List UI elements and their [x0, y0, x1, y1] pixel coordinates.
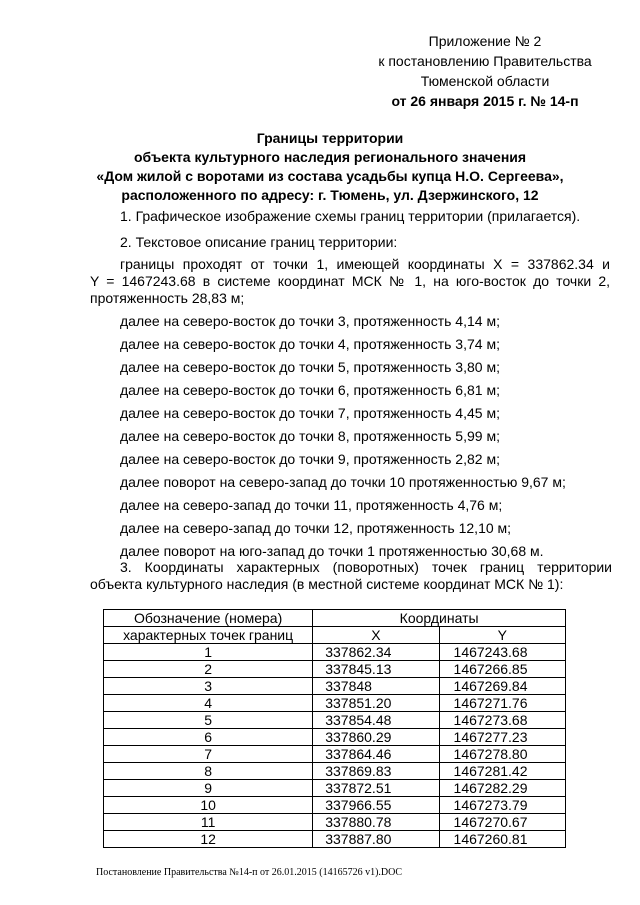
boundary-step: далее на северо-восток до точки 5, протяженность 3,80 м;	[120, 359, 500, 375]
title-line-3: «Дом жилой с воротами из состава усадьбы купца Н.О. Сергеева»,	[96, 168, 564, 184]
point-number: 4	[104, 695, 313, 712]
coord-x: 337862.34	[313, 644, 439, 661]
boundary-step: далее на северо-запад до точки 12, протяженность 12,10 м;	[120, 520, 512, 536]
table-row	[104, 797, 566, 814]
appendix-decree-ref: к постановлению Правительства	[378, 53, 592, 69]
table-row	[104, 695, 566, 712]
coord-x: 337848	[313, 678, 439, 695]
point-number: 3	[104, 678, 313, 695]
point-number: 2	[104, 661, 313, 678]
coord-y: 1467271.76	[439, 695, 565, 712]
coord-y: 1467269.84	[439, 678, 565, 695]
coordinates-table	[103, 609, 566, 848]
coord-y: 1467260.81	[439, 831, 565, 848]
table-row	[104, 831, 566, 848]
coord-x: 337880.78	[313, 814, 439, 831]
coord-x: 337869.83	[313, 763, 439, 780]
table-row	[104, 780, 566, 797]
table-subheader-row	[104, 627, 566, 644]
point-number: 10	[104, 797, 313, 814]
table-header-row	[104, 610, 566, 627]
coord-y: 1467277.23	[439, 729, 565, 746]
coord-y: 1467273.79	[439, 797, 565, 814]
coord-y: 1467273.68	[439, 712, 565, 729]
boundary-step: далее на северо-запад до точки 11, протяженность 4,76 м;	[120, 497, 503, 513]
header-coordinates: Координаты	[313, 610, 566, 627]
point-number: 8	[104, 763, 313, 780]
description-line-3: протяженность 28,83 м;	[90, 290, 245, 306]
coord-x: 337864.46	[313, 746, 439, 763]
coord-y: 1467282.29	[439, 780, 565, 797]
boundary-step: далее на северо-восток до точки 7, протяженность 4,45 м;	[120, 405, 500, 421]
point-number: 11	[104, 814, 313, 831]
table-row	[104, 712, 566, 729]
table-row	[104, 814, 566, 831]
point-number: 5	[104, 712, 313, 729]
coord-y: 1467270.67	[439, 814, 565, 831]
point-number: 1	[104, 644, 313, 661]
document-title	[80, 129, 580, 205]
point-number: 6	[104, 729, 313, 746]
appendix-date: от 26 января 2015 г. № 14-п	[391, 93, 579, 109]
coord-y: 1467266.85	[439, 661, 565, 678]
coord-x: 337851.20	[313, 695, 439, 712]
point-number: 7	[104, 746, 313, 763]
coord-x: 337872.51	[313, 780, 439, 797]
title-line-1: Границы территории	[256, 130, 404, 146]
section-3-line-2: объекта культурного наследия (в местной системе координат МСК № 1):	[90, 576, 564, 592]
boundary-step: далее поворот на юго-запад до точки 1 протяженностью 30,68 м.	[120, 543, 544, 559]
title-line-2: объекта культурного наследия регионального значения	[133, 149, 527, 165]
appendix-header	[360, 31, 610, 111]
table-row	[104, 763, 566, 780]
boundary-step: далее на северо-восток до точки 8, протяженность 5,99 м;	[120, 428, 500, 444]
appendix-number: Приложение № 2	[428, 33, 542, 49]
boundary-step: далее на северо-восток до точки 9, протяженность 2,82 м;	[120, 451, 500, 467]
coord-x: 337887.80	[313, 831, 439, 848]
section-3-line-1: 3. Координаты характерных (поворотных) точек границ территории	[120, 559, 612, 575]
coord-y: 1467278.80	[439, 746, 565, 763]
coord-x: 337860.29	[313, 729, 439, 746]
point-number: 9	[104, 780, 313, 797]
section-2: 2. Текстовое описание границ территории:	[120, 234, 398, 250]
title-line-4: расположенного по адресу: г. Тюмень, ул. Дзержинского, 12	[121, 187, 539, 203]
boundary-description	[90, 256, 610, 307]
point-number: 12	[104, 831, 313, 848]
table-row	[104, 644, 566, 661]
description-line-2: Y = 1467243.68 в системе координат МСК № 1, на юго-восток до точки 2,	[90, 273, 610, 289]
header-designation: Обозначение (номера)	[104, 610, 313, 627]
coord-y: 1467243.68	[439, 644, 565, 661]
header-x: X	[313, 627, 439, 644]
coord-x: 337966.55	[313, 797, 439, 814]
boundary-steps	[120, 310, 566, 563]
appendix-region: Тюменской области	[420, 73, 550, 89]
boundary-step: далее на северо-восток до точки 6, протяженность 6,81 м;	[120, 382, 500, 398]
coord-x: 337845.13	[313, 661, 439, 678]
coord-x: 337854.48	[313, 712, 439, 729]
description-line-1: границы проходят от точки 1, имеющей координаты X = 337862.34 и	[120, 256, 610, 272]
coord-y: 1467281.42	[439, 763, 565, 780]
table-row	[104, 729, 566, 746]
boundary-step: далее на северо-восток до точки 3, протяженность 4,14 м;	[120, 313, 500, 329]
document-footer: Постановление Правительства №14-п от 26.01.2015 (14165726 v1).DOC	[96, 867, 403, 878]
header-y: Y	[439, 627, 565, 644]
table-row	[104, 678, 566, 695]
section-1: 1. Графическое изображение схемы границ территории (прилагается).	[120, 208, 581, 224]
boundary-step: далее поворот на северо-запад до точки 10 протяженностью 9,67 м;	[120, 474, 566, 490]
table-row	[104, 661, 566, 678]
boundary-step: далее на северо-восток до точки 4, протяженность 3,74 м;	[120, 336, 500, 352]
section-3	[90, 559, 612, 593]
table-row	[104, 746, 566, 763]
header-designation-cont: характерных точек границ	[104, 627, 313, 644]
